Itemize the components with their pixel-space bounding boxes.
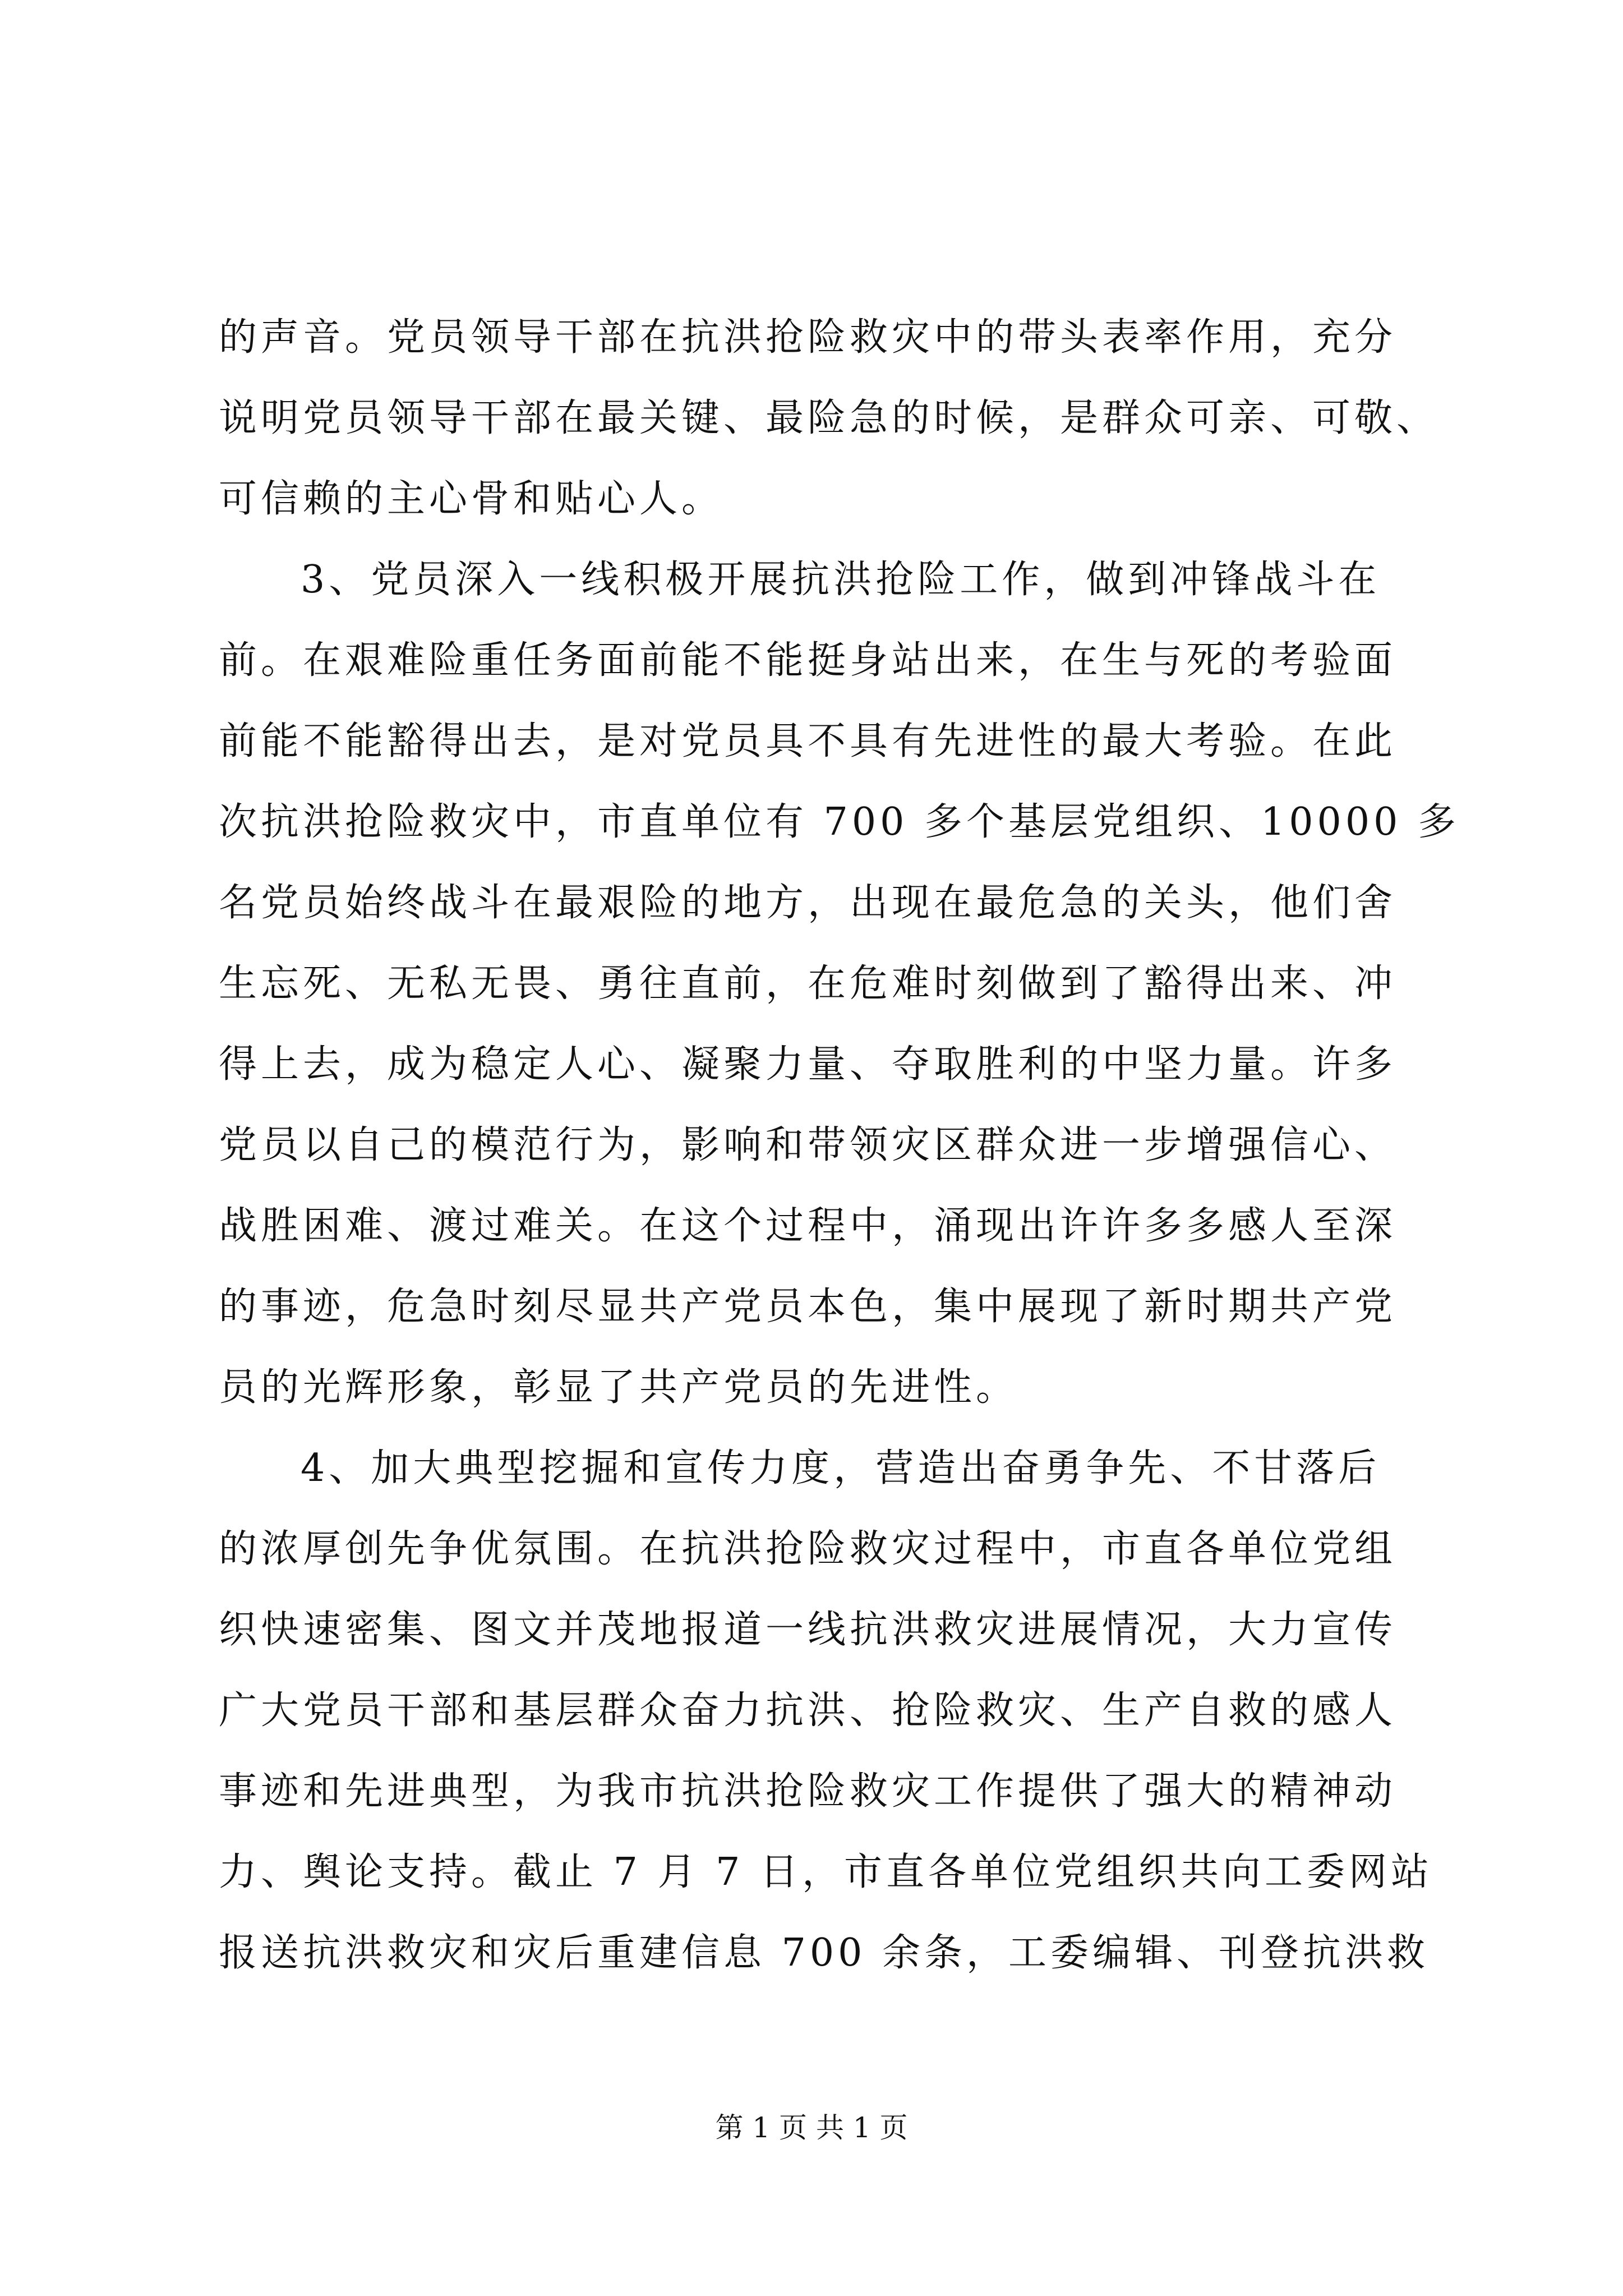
page-footer: 第 1 页 共 1 页: [715, 2111, 908, 2144]
text-line: 名党员始终战斗在最艰险的地方，出现在最危急的关头，他们舍: [219, 881, 1397, 925]
text-line: 的声音。党员领导干部在抗洪抢险救灾中的带头表率作用，充分: [219, 315, 1397, 360]
text-line: 员的光辉形象，彰显了共产党员的先进性。: [219, 1365, 1018, 1410]
text-line: 生忘死、无私无畏、勇往直前，在危难时刻做到了豁得出来、冲: [219, 961, 1397, 1006]
text-line: 可信赖的主心骨和贴心人。: [219, 477, 724, 521]
text-line: 织快速密集、图文并茂地报道一线抗洪救灾进展情况，大力宣传: [219, 1608, 1397, 1652]
text-line: 力、舆论支持。截止 7 月 7 日，市直各单位党组织共向工委网站: [219, 1850, 1433, 1894]
text-line: 报送抗洪救灾和灾后重建信息 700 余条，工委编辑、刊登抗洪救: [219, 1931, 1430, 1975]
text-line: 的浓厚创先争优氛围。在抗洪抢险救灾过程中，市直各单位党组: [219, 1527, 1397, 1571]
text-line: 战胜困难、渡过难关。在这个过程中，涌现出许许多多感人至深: [219, 1204, 1397, 1248]
text-line: 党员以自己的模范行为，影响和带领灾区群众进一步增强信心、: [219, 1123, 1397, 1167]
text-line: 广大党员干部和基层群众奋力抗洪、抢险救灾、生产自救的感人: [219, 1688, 1397, 1733]
text-line: 的事迹，危急时刻尽显共产党员本色，集中展现了新时期共产党: [219, 1285, 1397, 1329]
paragraph-4-first-line: 4、加大典型挖掘和宣传力度，营造出奋勇争先、不甘落后: [301, 1446, 1381, 1490]
text-line: 事迹和先进典型，为我市抗洪抢险救灾工作提供了强大的精神动: [219, 1769, 1397, 1814]
text-line: 前。在艰难险重任务面前能不能挺身站出来，在生与死的考验面: [219, 638, 1397, 683]
paragraph-3-first-line: 3、党员深入一线积极开展抗洪抢险工作，做到冲锋战斗在: [301, 558, 1381, 602]
body-text: [219, 297, 1460, 1994]
text-line: 得上去，成为稳定人心、凝聚力量、夺取胜利的中坚力量。许多: [219, 1042, 1397, 1087]
text-line: 说明党员领导干部在最关键、最险急的时候，是群众可亲、可敬、: [219, 396, 1439, 440]
text-line: 前能不能豁得出去，是对党员具不具有先进性的最大考验。在此: [219, 719, 1397, 763]
text-line: 次抗洪抢险救灾中，市直单位有 700 多个基层党组织、10000 多: [219, 800, 1460, 844]
